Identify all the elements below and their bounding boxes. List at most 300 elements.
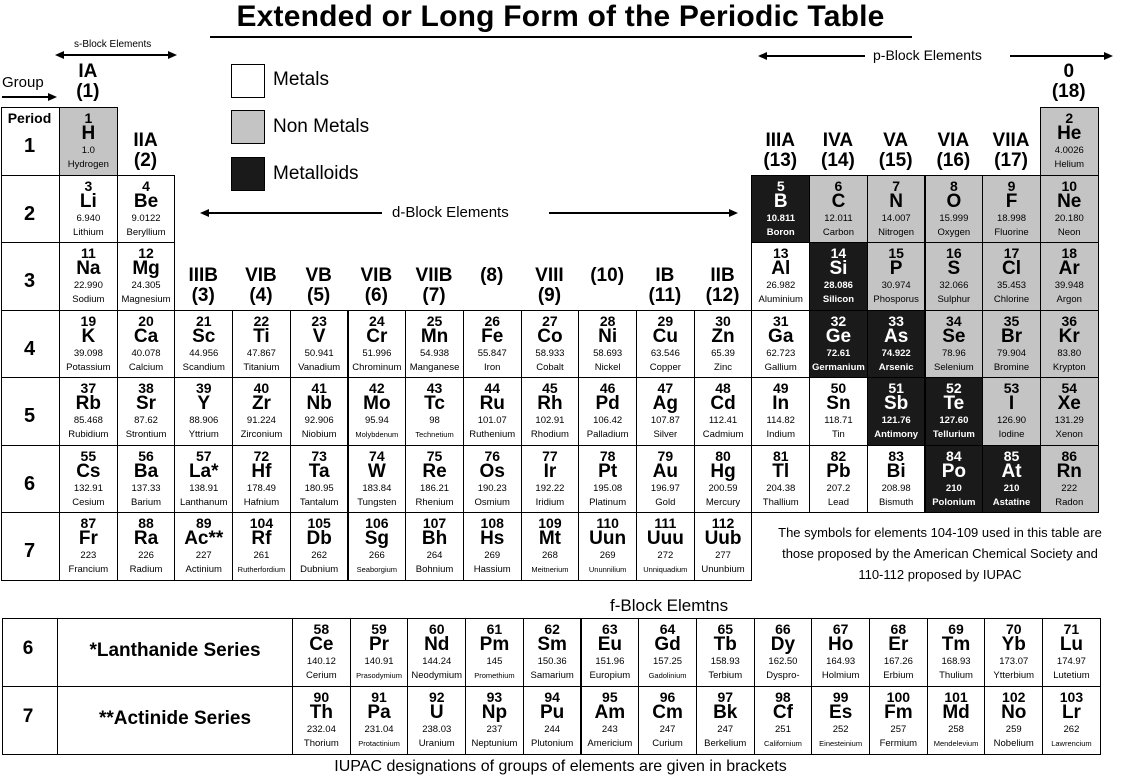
note-line: 110-112 proposed by IUPAC (858, 567, 1022, 582)
atomic-number: 54 (1061, 380, 1078, 396)
atomic-mass: 63.546 (650, 347, 680, 359)
atomic-mass: 262 (1063, 724, 1080, 735)
atomic-number: 106 (365, 515, 389, 531)
period-number: 6 (23, 472, 36, 495)
atomic-mass: 87.62 (134, 415, 158, 426)
element-symbol: Uub (704, 528, 742, 549)
element-cell (232, 512, 291, 581)
element-cell (59, 107, 118, 176)
element-name: Lawrencium (1051, 739, 1092, 748)
element-name: Magnesium (121, 294, 171, 305)
element-symbol: F (1005, 190, 1018, 212)
group-iupac: (6) (364, 284, 388, 306)
atomic-mass: 114.82 (766, 415, 795, 426)
element-cell (694, 310, 753, 379)
atomic-number: 40 (253, 380, 270, 396)
element-cell (869, 618, 928, 687)
element-cell (984, 686, 1043, 755)
p-block-arrow-right (1010, 55, 1105, 57)
element-name: Silver (653, 429, 678, 440)
atomic-mass: 28.086 (823, 280, 853, 291)
atomic-number: 47 (657, 380, 674, 396)
element-cell (463, 377, 522, 446)
element-cell (350, 618, 409, 687)
element-name: Holmium (821, 670, 860, 681)
element-name: Germanium (812, 361, 865, 373)
atomic-mass: 78.96 (941, 347, 966, 359)
element-name: Curium (652, 738, 683, 749)
element-name: Bohnium (415, 564, 454, 575)
atomic-mass: 251 (775, 724, 791, 735)
period-number: 4 (23, 337, 36, 360)
element-name: Oxygen (937, 226, 971, 238)
period-number: 7 (23, 540, 36, 562)
atomic-mass: 151.96 (595, 656, 625, 667)
atomic-number: 49 (772, 380, 789, 396)
atomic-mass: 137.33 (131, 482, 161, 494)
atomic-mass: 223 (80, 550, 97, 561)
atomic-mass: 24.305 (131, 280, 161, 291)
element-cell (925, 445, 984, 514)
group-iupac: (17) (994, 149, 1028, 171)
element-symbol: Ag (652, 393, 678, 414)
group-iupac: (4) (249, 284, 273, 306)
element-name: Ununbium (701, 564, 745, 575)
atomic-number: 19 (80, 312, 97, 329)
atomic-mass: 207.2 (826, 482, 851, 494)
atomic-mass: 20.180 (1054, 212, 1084, 224)
atomic-mass: 247 (717, 724, 734, 735)
element-cell (1040, 175, 1099, 244)
atomic-number: 2 (1065, 110, 1074, 126)
atomic-mass: 140.91 (364, 656, 394, 667)
atomic-number: 91 (371, 689, 387, 705)
element-symbol: Sn (826, 393, 851, 414)
element-cell (811, 686, 870, 755)
atomic-number: 92 (428, 689, 445, 705)
element-cell (174, 377, 233, 446)
element-cell (696, 618, 755, 687)
element-cell (925, 242, 984, 311)
element-cell (867, 242, 926, 311)
element-cell (1040, 242, 1099, 311)
element-name: Barium (130, 496, 162, 508)
atomic-number: 29 (657, 312, 674, 329)
d-block-arrow-left (206, 212, 382, 214)
element-cell (751, 377, 810, 446)
element-name: Cadmium (702, 429, 744, 440)
legend-label-metalloids: Metalloids (273, 163, 359, 184)
group-header (290, 266, 348, 306)
atomic-mass: 74.922 (881, 347, 911, 359)
atomic-number: 60 (428, 621, 445, 637)
period-number: 1 (23, 135, 36, 157)
element-cell (405, 445, 464, 514)
group-name: VIB (360, 264, 393, 286)
element-cell (925, 175, 984, 244)
element-cell (636, 445, 695, 514)
element-cell (292, 686, 351, 755)
element-cell (523, 618, 582, 687)
atomic-number: 21 (195, 312, 212, 329)
atomic-mass: 252 (832, 724, 849, 735)
atomic-number: 101 (944, 689, 968, 705)
element-name: Europium (589, 670, 631, 681)
element-cell (925, 377, 984, 446)
element-name: Chlorine (993, 294, 1030, 305)
atomic-number: 6 (834, 177, 843, 194)
element-symbol: Ra (133, 528, 159, 549)
f-block-series-label: *Lanthanide Series (89, 640, 261, 661)
element-symbol: Hg (710, 460, 736, 482)
atomic-number: 53 (1003, 380, 1020, 396)
atomic-number: 58 (313, 621, 330, 637)
element-name: Terbium (708, 670, 743, 681)
atomic-number: 17 (1003, 245, 1020, 261)
atomic-mass: 272 (657, 550, 674, 561)
element-name: Dubnium (300, 564, 339, 575)
element-name: Copper (649, 361, 681, 373)
atomic-number: 23 (311, 312, 327, 329)
element-name: Bromine (993, 361, 1030, 373)
element-symbol: Th (309, 702, 333, 723)
element-name: Seaborgium (356, 565, 398, 574)
element-name: Helium (1054, 159, 1085, 170)
atomic-number: 97 (717, 689, 734, 705)
element-symbol: Dy (770, 634, 796, 655)
element-name: Nickel (594, 361, 621, 373)
element-cell (117, 377, 176, 446)
atomic-mass: 266 (368, 550, 385, 561)
atomic-number: 55 (80, 447, 97, 464)
element-symbol: Re (422, 460, 447, 482)
element-symbol: Ne (1057, 190, 1082, 212)
element-symbol: Lu (1059, 634, 1084, 655)
element-name: Xenon (1055, 429, 1083, 440)
element-cell (290, 445, 349, 514)
element-cell (174, 445, 233, 514)
atomic-mass: 259 (1005, 724, 1022, 735)
element-cell (407, 686, 466, 755)
atomic-mass: 178.49 (246, 482, 276, 494)
element-name: Boron (766, 226, 795, 238)
atomic-mass: 167.26 (883, 656, 913, 667)
atomic-number: 85 (1003, 447, 1020, 464)
element-symbol: Rn (1056, 460, 1082, 482)
element-symbol: Sr (135, 393, 157, 414)
atomic-number: 25 (426, 312, 443, 329)
atomic-number: 86 (1061, 447, 1078, 464)
atomic-number: 84 (946, 447, 962, 464)
element-cell (521, 377, 580, 446)
atomic-number: 110 (596, 515, 619, 531)
element-symbol: Eu (597, 634, 622, 655)
element-symbol: Lr (1061, 702, 1081, 723)
atomic-number: 88 (138, 515, 154, 531)
atomic-number: 67 (832, 621, 849, 637)
group-header (694, 266, 752, 306)
atomic-number: 100 (886, 689, 911, 705)
element-name: Radon (1055, 496, 1084, 508)
group-header (751, 131, 809, 171)
element-name: Hafnium (243, 496, 280, 508)
atomic-mass: 157.25 (653, 656, 683, 667)
element-name: Tellurium (932, 429, 975, 440)
atomic-number: 61 (486, 621, 503, 637)
element-name: Antimony (874, 429, 919, 440)
element-cell (809, 377, 868, 446)
group-iupac: (1) (76, 81, 100, 102)
atomic-mass: 118.71 (824, 415, 853, 426)
atomic-mass: 247 (659, 724, 676, 735)
atomic-mass: 226 (138, 550, 154, 561)
group-header (1040, 62, 1098, 102)
element-cell (1040, 445, 1099, 514)
element-symbol: Mg (132, 258, 160, 279)
element-name: Argon (1056, 294, 1082, 305)
element-cell (867, 175, 926, 244)
element-name: Lanthanum (179, 496, 228, 508)
atomic-number: 46 (599, 380, 616, 396)
group-header (405, 266, 463, 306)
element-symbol: Mt (538, 528, 562, 549)
group-iupac: (9) (537, 284, 562, 306)
element-symbol: Be (133, 190, 159, 212)
element-symbol: S (947, 258, 961, 279)
atomic-number: 111 (654, 515, 677, 531)
atomic-mass: 204.38 (766, 482, 796, 494)
element-symbol: Hs (480, 528, 505, 549)
element-cell (578, 310, 637, 379)
atomic-mass: 58.693 (593, 347, 623, 359)
atomic-number: 104 (249, 515, 274, 531)
atomic-mass: 183.84 (362, 482, 392, 494)
element-name: Actinium (185, 564, 222, 575)
s-block-arrow (60, 54, 172, 56)
element-name: Lithium (73, 226, 104, 238)
atomic-mass: 32.066 (939, 280, 969, 291)
element-symbol: Mn (420, 325, 449, 347)
group-iupac: (7) (422, 284, 446, 306)
atomic-mass: 1.0 (81, 145, 95, 156)
atomic-mass: 150.36 (537, 656, 567, 667)
element-cell (59, 175, 118, 244)
element-cell (925, 310, 984, 379)
element-cell (638, 686, 697, 755)
group-header (867, 131, 925, 171)
element-symbol: Ca (133, 325, 159, 347)
atomic-mass: 237 (486, 724, 503, 735)
atomic-number: 44 (484, 380, 501, 396)
note-line: The symbols for elements 104-109 used in this table are (778, 525, 1102, 540)
element-name: Iridium (535, 496, 565, 508)
atomic-mass: 40.078 (131, 347, 161, 359)
atomic-number: 95 (602, 689, 618, 705)
atomic-mass: 257 (890, 724, 907, 735)
element-cell (117, 445, 176, 514)
atomic-mass: 58.933 (535, 347, 565, 359)
atomic-number: 3 (84, 177, 93, 194)
element-name: Scandium (182, 361, 225, 373)
atomic-mass: 79.904 (997, 347, 1027, 359)
atomic-mass: 269 (484, 550, 501, 561)
element-name: Einesteinium (819, 739, 863, 748)
element-cell (982, 175, 1041, 244)
atomic-mass: 55.847 (477, 347, 507, 359)
group-name: IIIB (188, 264, 219, 286)
element-symbol: Te (943, 393, 965, 414)
element-symbol: H (81, 123, 96, 144)
element-cell (694, 377, 753, 446)
element-name: Gadolinium (648, 671, 687, 680)
atomic-mass: 268 (542, 550, 558, 561)
element-cell (348, 512, 407, 581)
atomic-mass: 261 (253, 550, 270, 561)
element-name: Tantalum (299, 496, 339, 508)
element-name: Silicon (822, 294, 855, 305)
atomic-number: 57 (195, 447, 212, 464)
atomic-number: 66 (775, 621, 791, 637)
atomic-mass: 277 (715, 550, 731, 561)
d-block-arrow-right (549, 212, 729, 214)
element-symbol: W (367, 460, 386, 482)
atomic-mass: 243 (601, 724, 618, 735)
atomic-number: 69 (948, 621, 964, 637)
element-name: Uranium (418, 738, 455, 749)
group-header (636, 266, 694, 306)
element-cell (809, 310, 868, 379)
element-symbol: Cu (652, 325, 678, 347)
atomic-number: 50 (830, 380, 847, 396)
element-name: Sodium (72, 294, 105, 305)
atomic-number: 43 (426, 380, 443, 396)
group-header (982, 131, 1040, 171)
element-symbol: Pr (368, 634, 390, 655)
page-title: Extended or Long Form of the Periodic Table (236, 0, 885, 33)
element-symbol: Pm (479, 634, 510, 655)
atomic-mass: 264 (426, 550, 443, 561)
atomic-mass: 65.39 (711, 347, 735, 359)
element-symbol: Br (1000, 325, 1023, 347)
atomic-number: 107 (422, 515, 447, 531)
atomic-number: 15 (888, 245, 904, 261)
atomic-number: 14 (830, 245, 847, 261)
atomic-number: 27 (542, 312, 558, 329)
atomic-number: 5 (776, 177, 785, 194)
element-cell (696, 686, 755, 755)
element-name: Thallium (762, 496, 799, 508)
element-name: Vanadium (298, 361, 341, 373)
group-label: Group (2, 74, 44, 91)
element-cell (636, 512, 695, 581)
element-cell (867, 377, 926, 446)
atomic-number: 42 (369, 380, 385, 396)
element-name: Krypton (1052, 361, 1086, 373)
atomic-number: 76 (484, 447, 501, 464)
atomic-mass: 26.982 (766, 280, 796, 291)
element-name: Neon (1057, 226, 1081, 238)
element-symbol: Os (479, 460, 505, 482)
s-block-label: s-Block Elements (74, 39, 152, 50)
element-name: Gallium (764, 361, 797, 373)
element-name: Rubidium (68, 429, 109, 440)
element-cell (521, 512, 580, 581)
element-cell (290, 512, 349, 581)
arrow-right-icon (48, 93, 57, 101)
atomic-number: 75 (426, 447, 443, 464)
atomic-mass: 132.91 (73, 482, 103, 494)
element-cell (463, 445, 522, 514)
element-symbol: Er (888, 634, 909, 655)
atomic-number: 90 (313, 689, 330, 705)
atomic-mass: 106.42 (593, 415, 623, 426)
period-divider (1, 377, 59, 378)
note-line: those proposed by the American Chemical Society and (782, 546, 1098, 561)
atomic-number: 62 (544, 621, 560, 637)
atomic-mass: 83.80 (1057, 347, 1082, 359)
element-name: Americium (587, 738, 633, 749)
atomic-mass: 12.011 (824, 212, 853, 224)
atomic-mass: 144.24 (422, 656, 452, 667)
atomic-mass: 173.07 (999, 656, 1029, 667)
element-name: Cobalt (536, 361, 564, 373)
element-name: Selenium (934, 361, 974, 373)
element-symbol: I (1008, 393, 1015, 414)
atomic-number: 41 (311, 380, 327, 396)
element-cell (350, 686, 409, 755)
group-iupac: (3) (191, 284, 215, 306)
element-cell (463, 310, 522, 379)
group-iupac: (18) (1051, 81, 1086, 102)
group-name: VIB (245, 264, 277, 286)
element-symbol: Li (79, 190, 97, 212)
group-name: VIIB (415, 264, 453, 286)
atomic-number: 102 (1002, 689, 1026, 705)
element-symbol: Gd (654, 634, 681, 655)
element-symbol: Ir (543, 460, 557, 482)
atomic-mass: 102.91 (535, 415, 565, 426)
element-name: Fluorine (994, 226, 1029, 238)
element-name: Lutetium (1053, 670, 1090, 681)
atomic-mass: 164.93 (826, 656, 856, 667)
group-name: IVA (822, 129, 854, 151)
element-cell (809, 242, 868, 311)
atomic-mass: 196.97 (650, 482, 680, 494)
element-symbol: Bi (886, 460, 906, 482)
element-symbol: He (1057, 123, 1082, 144)
element-name: Protactinium (358, 739, 400, 748)
element-symbol: Np (481, 702, 508, 723)
period-number: 5 (23, 405, 36, 427)
element-cell (59, 242, 118, 311)
arrow-right-icon (729, 209, 738, 217)
atomic-number: 12 (138, 245, 154, 261)
element-cell (405, 377, 464, 446)
atomic-mass: 54.938 (420, 347, 450, 359)
atomic-number: 24 (369, 312, 385, 329)
atomic-number: 16 (946, 245, 962, 261)
group-header (174, 266, 232, 306)
atomic-number: 99 (832, 689, 849, 705)
element-name: Californium (763, 739, 802, 748)
element-symbol: Nb (306, 393, 332, 414)
f-block-divider (57, 618, 58, 755)
element-symbol: Cd (710, 393, 736, 414)
element-cell (1040, 107, 1099, 176)
element-cell (867, 445, 926, 514)
atomic-number: 30 (715, 312, 731, 329)
atomic-number: 64 (659, 621, 676, 637)
